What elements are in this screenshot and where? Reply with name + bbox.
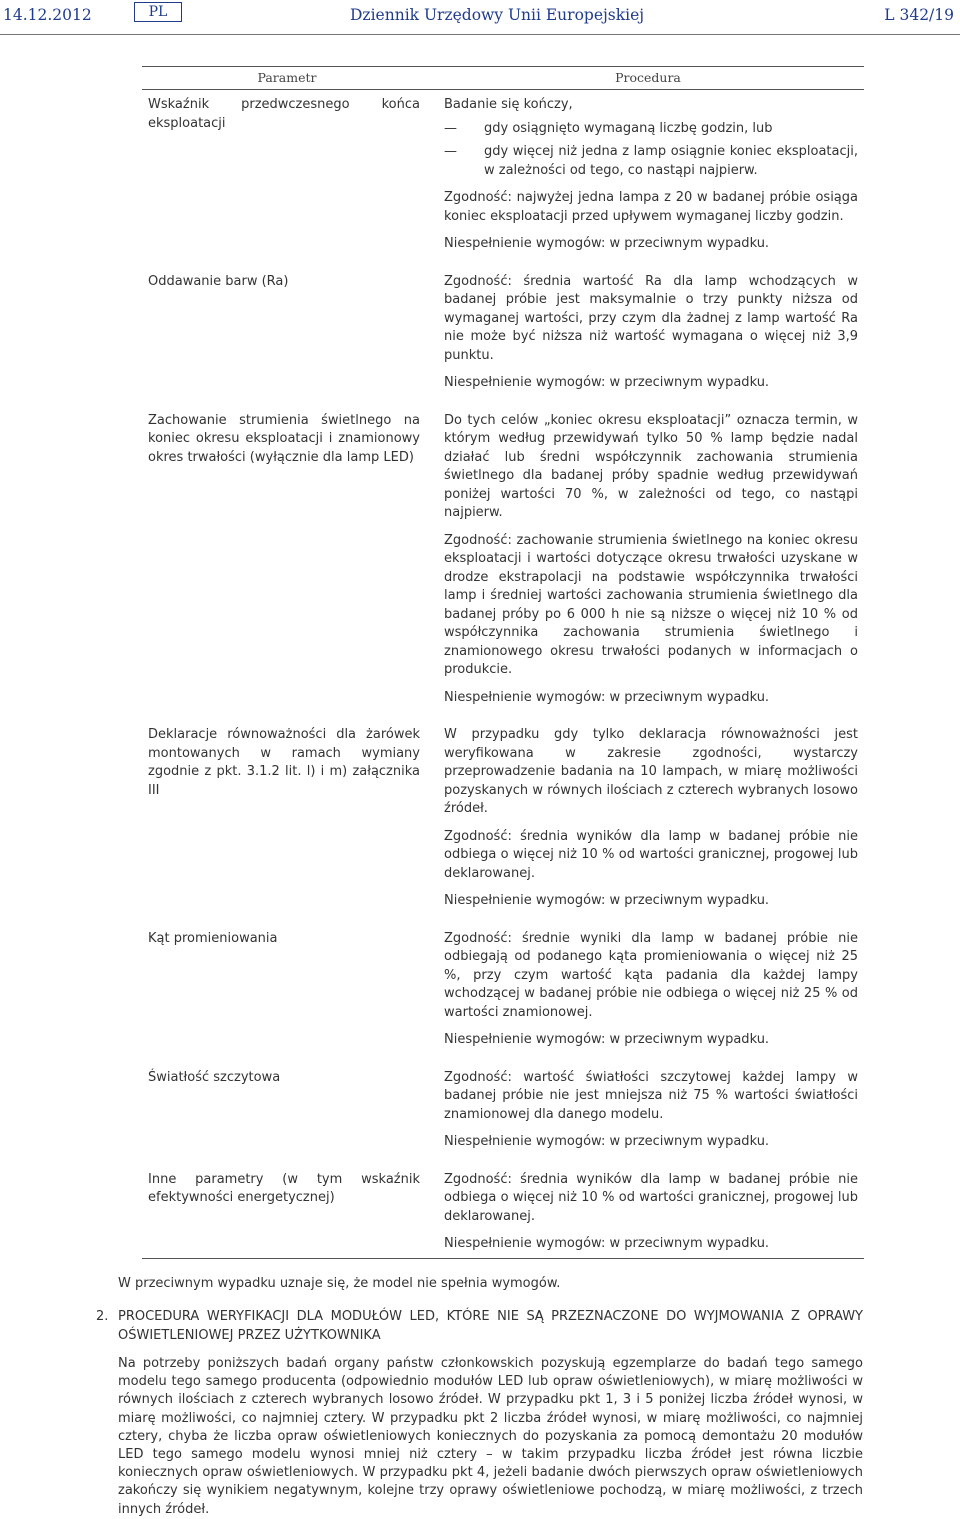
- compliance-text: Zgodność: średnia wyników dla lamp w badanej próbie nie odbiega o więcej niż 10 % od wartości granicznej, progowej lub deklarowanej.: [444, 1171, 858, 1224]
- header-date: 14.12.2012: [3, 6, 92, 24]
- parameter-cell: Inne parametry (w tym wskaźnik efektywności energetycznej): [148, 1171, 420, 1205]
- compliance-text: Zgodność: średnia wartość Ra dla lamp wchodzących w badanej próbie jest maksymalnie o trzy punkty niższa od wymaganej wartości, przy czym dla żadnej z lamp wartość Ra nie może być niższa niż wartość wymagana o więcej niż 3,9 punktu.: [444, 273, 858, 363]
- table-row: [142, 90, 864, 263]
- non-compliance-text: Niespełnienie wymogów: w przeciwnym wypadku.: [444, 375, 770, 390]
- procedure-intro: Badanie się kończy,: [444, 97, 573, 112]
- procedure-cell: [432, 930, 864, 1059]
- non-compliance-text: Niespełnienie wymogów: w przeciwnym wypadku.: [444, 893, 770, 908]
- section-body: Na potrzeby poniższych badań organy państw członkowskich pozyskują egzemplarze do badań tego samego modelu tego samego producenta (odpowiednio modułów LED lub opraw oświetleniowych), w miarę możliwości w równych ilościach z czterech wybranych losowo źródeł. W przypadku pkt 1, 3 i 5 poniżej liczba źródeł wynosi, w miarę możliwości, co najmniej cztery. W przypadku pkt 2 liczba źródeł wynosi, w miarę możliwości, co najmniej cztery, chyba że liczba opraw oświetleniowych koniecznych do pozyskania za pomocą demontażu 20 modułów LED tego samego modelu wynosi mniej niż cztery – w takim przypadku liczba źródeł jest równa liczbie koniecznych opraw oświetleniowych. W przypadku pkt 4, jeżeli badanie dwóch pierwszych opraw oświetleniowych zakończy się wynikiem negatywnym, kolejne trzy oprawy oświetleniowe pochodzą, w miarę możliwości, z trzech innych źródeł.: [118, 1356, 863, 1517]
- section-heading: [96, 1308, 863, 1345]
- procedure-cell: [432, 1171, 864, 1259]
- bullet-text: gdy więcej niż jedna z lamp osiągnie koniec eksploatacji, w zależności od tego, co nastąpi najpierw.: [484, 144, 858, 178]
- header-rule: [0, 34, 960, 35]
- dash-bullet: —: [444, 144, 457, 159]
- parameter-cell: Oddawanie barw (Ra): [148, 273, 289, 289]
- table-row: [142, 726, 864, 920]
- parameter-cell: Kąt promieniowania: [148, 930, 278, 946]
- bullet-text: gdy osiągnięto wymaganą liczbę godzin, lub: [484, 120, 773, 136]
- compliance-text: Zgodność: średnia wyników dla lamp w badanej próbie nie odbiega o więcej niż 10 % od wartości granicznej, progowej lub deklarowanej.: [444, 828, 858, 881]
- procedure-cell: [432, 412, 864, 717]
- non-compliance-text: Niespełnienie wymogów: w przeciwnym wypadku.: [444, 1236, 770, 1251]
- list-item: [444, 143, 858, 180]
- compliance-text: Zgodność: zachowanie strumienia świetlnego na koniec okresu eksploatacji i wartości dotyczące okresu trwałości uzyskane w drodze ekstrapolacji na podstawie współczynnika trwałości lamp i średniej wartości zachowania strumienia świetlnego dla badanej próby po 6 000 h nie są niższe o więcej niż 10 % od współczynnika zachowania strumienia świetlnego i znamionowego okresu trwałości podanych w informacjach o produkcie.: [444, 532, 858, 677]
- parameter-cell: Wskaźnik przedwczesnego końca eksploatacji: [148, 97, 420, 131]
- parameter-cell: Zachowanie strumienia świetlnego na koniec okresu eksploatacji i znamionowy okres trwałości (wyłącznie dla lamp LED): [148, 412, 420, 465]
- list-item: [444, 120, 858, 139]
- table-row: [142, 1069, 864, 1161]
- procedure-cell: [432, 726, 864, 920]
- non-compliance-text: Niespełnienie wymogów: w przeciwnym wypadku.: [444, 1032, 770, 1047]
- compliance-text: Zgodność: średnie wyniki dla lamp w badanej próbie nie odbiegają od podanego kąta promieniowania o więcej niż 25 %, przy czym wartość kąta padania dla każdej lampy wchodzącej w badanej próbie nie odbiega o więcej niż 25 % od wartości znamionowej.: [444, 930, 858, 1020]
- parameter-cell: Deklaracje równoważności dla żarówek montowanych w ramach wymiany zgodnie z pkt. 3.1.2 lit. l) i m) załącznika III: [148, 727, 420, 798]
- conclusion-text: W przeciwnym wypadku uznaje się, że model nie spełnia wymogów.: [118, 1276, 561, 1291]
- dash-bullet: —: [444, 120, 457, 136]
- definition-text: Do tych celów „koniec okresu eksploatacji” oznacza termin, w którym według przewidywań tylko 50 % lamp będzie nadal działać lub średni współczynnik zachowania strumienia świetlnego dla badanej próby spadnie według przewidywań poniżej wartości 70 %, w zależności od tego, co nastąpi najpierw.: [444, 412, 858, 520]
- page-header: [0, 0, 960, 30]
- procedure-cell: [432, 1069, 864, 1161]
- procedure-cell: [432, 273, 864, 402]
- section-title: PROCEDURA WERYFIKACJI DLA MODUŁÓW LED, KTÓRE NIE SĄ PRZEZNACZONE DO WYJMOWANIA Z OPRAWY OŚWIETLENIOWEJ PRZEZ UŻYTKOWNIKA: [118, 1309, 863, 1343]
- procedure-cell: [432, 90, 864, 263]
- journal-title: Dziennik Urzędowy Unii Europejskiej: [350, 6, 645, 24]
- section-number: 2.: [96, 1309, 109, 1324]
- table-row: [142, 930, 864, 1059]
- procedure-table: [142, 66, 864, 1259]
- compliance-text: Zgodność: wartość światłości szczytowej każdej lampy w badanej próbie nie jest mniejsza niż 75 % wartości światłości znamionowej dla danego modelu.: [444, 1069, 858, 1122]
- non-compliance-text: Niespełnienie wymogów: w przeciwnym wypadku.: [444, 236, 770, 251]
- language-badge: PL: [134, 2, 182, 22]
- table-row: [142, 412, 864, 717]
- column-header-procedure: Procedura: [432, 67, 864, 90]
- sampling-text: W przypadku gdy tylko deklaracja równoważności jest weryfikowana w zakresie zgodności, wystarczy przeprowadzenie badania na 10 lampach, w miarę możliwości pozyskanych w równych ilościach z czterech wybranych losowo źródeł.: [444, 727, 858, 816]
- page-number: L 342/19: [884, 6, 954, 24]
- compliance-text: Zgodność: najwyżej jedna lampa z 20 w badanej próbie osiąga koniec eksploatacji przed upływem wymaganej liczby godzin.: [444, 190, 858, 224]
- parameter-cell: Światłość szczytowa: [148, 1069, 281, 1085]
- table-row: [142, 1171, 864, 1259]
- non-compliance-text: Niespełnienie wymogów: w przeciwnym wypadku.: [444, 689, 770, 705]
- column-header-parameter: Parametr: [142, 67, 432, 90]
- non-compliance-text: Niespełnienie wymogów: w przeciwnym wypadku.: [444, 1134, 770, 1149]
- table-row: [142, 273, 864, 402]
